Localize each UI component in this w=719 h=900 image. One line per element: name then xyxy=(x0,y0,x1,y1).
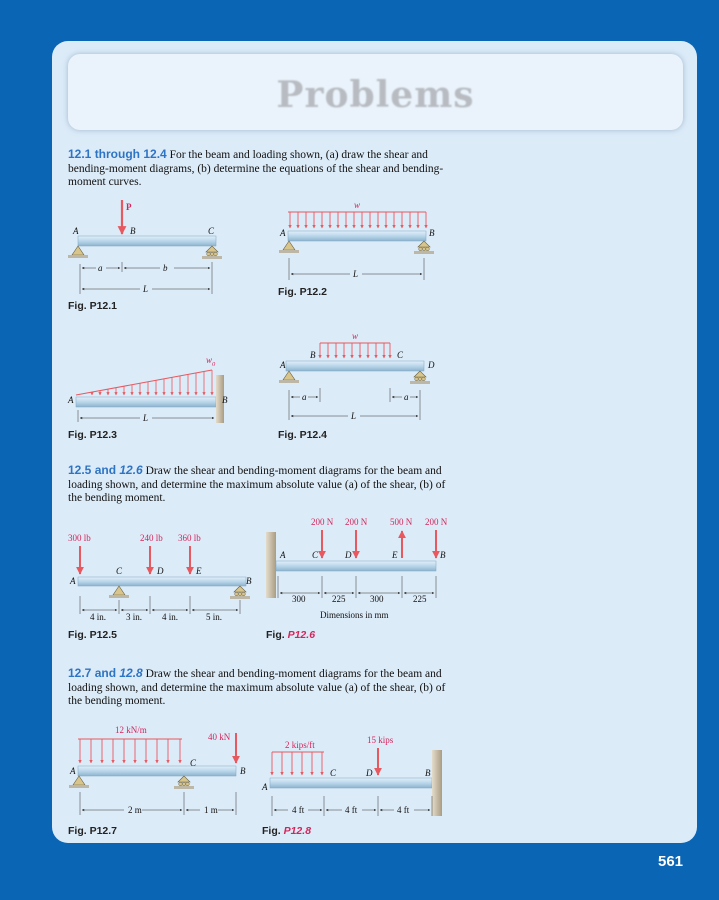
svg-text:3 in.: 3 in. xyxy=(126,612,143,622)
roller-support xyxy=(414,241,434,254)
svg-text:D: D xyxy=(366,768,373,778)
svg-text:225: 225 xyxy=(413,594,427,604)
svg-text:300 lb: 300 lb xyxy=(68,533,91,543)
svg-text:0: 0 xyxy=(212,361,216,368)
section-title: Problems xyxy=(276,74,475,116)
problem-text: Draw the shear and bending-moment diagrams for the beam and loading shown, and determine the maximum absolute value (a) of the shear, (b) of the bending moment. xyxy=(68,465,446,504)
svg-text:E: E xyxy=(196,566,202,576)
svg-text:B: B xyxy=(310,350,316,360)
svg-text:B: B xyxy=(130,226,136,236)
svg-text:w: w xyxy=(352,331,359,341)
svg-text:b: b xyxy=(163,263,168,273)
svg-text:4 in.: 4 in. xyxy=(162,612,179,622)
svg-text:a: a xyxy=(302,392,307,402)
svg-text:500 N: 500 N xyxy=(390,517,413,527)
svg-text:200 N: 200 N xyxy=(311,517,334,527)
caption-p12-3: Fig. P12.3 xyxy=(68,429,118,441)
svg-text:A: A xyxy=(280,228,286,238)
fixed-wall xyxy=(432,750,442,816)
svg-text:B: B xyxy=(429,228,435,238)
svg-text:300: 300 xyxy=(292,594,306,604)
svg-text:15 kips: 15 kips xyxy=(367,735,394,745)
svg-text:Dimensions in mm: Dimensions in mm xyxy=(320,610,389,620)
caption-p12-7: Fig. P12.7 xyxy=(68,825,118,837)
roller-support xyxy=(202,246,222,259)
svg-text:B: B xyxy=(240,766,246,776)
svg-text:240 lb: 240 lb xyxy=(140,533,163,543)
pin-support xyxy=(279,241,299,253)
svg-text:L: L xyxy=(143,413,149,423)
svg-text:A: A xyxy=(70,766,76,776)
svg-text:C: C xyxy=(116,566,123,576)
fig-p12-4 xyxy=(279,331,435,421)
roller-support xyxy=(410,371,430,384)
caption-p12-4: Fig. P12.4 xyxy=(278,429,328,441)
svg-text:40 kN: 40 kN xyxy=(208,732,231,742)
svg-text:C: C xyxy=(397,350,404,360)
problem-number: 12.1 through 12.4 xyxy=(68,147,167,161)
svg-text:B: B xyxy=(425,768,431,778)
svg-text:4 ft: 4 ft xyxy=(345,805,358,815)
svg-text:L: L xyxy=(351,411,357,421)
svg-text:300: 300 xyxy=(370,594,384,604)
load-label: P xyxy=(126,202,132,212)
svg-text:a: a xyxy=(98,263,103,273)
svg-text:225: 225 xyxy=(332,594,346,604)
svg-text:A: A xyxy=(73,226,79,236)
pin-support xyxy=(69,776,89,788)
svg-text:200 N: 200 N xyxy=(345,517,368,527)
svg-text:A: A xyxy=(68,395,74,405)
svg-text:A: A xyxy=(262,782,268,792)
beam xyxy=(78,766,236,776)
svg-text:D: D xyxy=(345,550,352,560)
problem-text: For the beam and loading shown, (a) draw the shear and bending-moment diagrams, (b) determine the equations of the shear and bending-moment curves. xyxy=(68,149,444,188)
problem-text: Draw the shear and bending-moment diagrams for the beam and loading shown, and determine the maximum absolute value (a) of the shear, (b) of the bending moment. xyxy=(68,668,446,707)
fig-p12-3 xyxy=(67,355,228,423)
caption-p12-5: Fig. P12.5 xyxy=(68,629,118,641)
svg-text:D: D xyxy=(157,566,164,576)
roller-support xyxy=(230,586,250,599)
fixed-wall xyxy=(266,532,276,598)
svg-text:a: a xyxy=(404,392,409,402)
svg-text:2 kips/ft: 2 kips/ft xyxy=(285,740,315,750)
svg-text:B: B xyxy=(246,576,252,586)
svg-text:4 in.: 4 in. xyxy=(90,612,107,622)
svg-text:2 m: 2 m xyxy=(128,805,142,815)
svg-text:4 ft: 4 ft xyxy=(397,805,410,815)
problem-number: 12.7 and 12.8 xyxy=(68,666,143,680)
fig-p12-5 xyxy=(68,533,252,622)
beam xyxy=(78,577,246,586)
fig-p12-8 xyxy=(261,735,442,816)
svg-text:4 ft: 4 ft xyxy=(292,805,305,815)
caption-p12-6: Fig. P12.6 xyxy=(266,629,316,641)
caption-p12-8: Fig. P12.8 xyxy=(262,825,312,837)
svg-text:A: A xyxy=(280,550,286,560)
caption-p12-2: Fig. P12.2 xyxy=(278,286,328,298)
beam xyxy=(288,231,426,241)
svg-text:w: w xyxy=(354,200,361,210)
pin-support xyxy=(109,586,129,598)
caption-p12-1: Fig. P12.1 xyxy=(68,300,118,312)
fig-p12-7 xyxy=(69,725,246,815)
svg-text:5 in.: 5 in. xyxy=(206,612,223,622)
svg-text:C: C xyxy=(312,550,319,560)
pin-support xyxy=(279,371,299,383)
svg-text:360 lb: 360 lb xyxy=(178,533,201,543)
svg-text:12 kN/m: 12 kN/m xyxy=(115,725,147,735)
svg-text:1 m: 1 m xyxy=(204,805,218,815)
svg-text:B: B xyxy=(222,395,228,405)
fig-p12-6 xyxy=(266,517,448,620)
svg-text:C: C xyxy=(190,758,197,768)
beam xyxy=(286,361,424,371)
problem-number: 12.5 and 12.6 xyxy=(68,463,143,477)
page-number: 561 xyxy=(658,853,684,870)
pin-support xyxy=(68,246,88,258)
svg-text:A: A xyxy=(280,360,286,370)
svg-text:C: C xyxy=(330,768,337,778)
svg-text:D: D xyxy=(428,360,435,370)
beam xyxy=(270,778,432,788)
svg-text:C: C xyxy=(208,226,215,236)
fig-p12-1 xyxy=(68,200,222,294)
svg-text:E: E xyxy=(392,550,398,560)
svg-text:B: B xyxy=(440,550,446,560)
roller-support xyxy=(174,776,194,789)
fig-p12-2 xyxy=(279,200,435,280)
beam xyxy=(78,236,216,246)
svg-text:L: L xyxy=(143,284,149,294)
beam xyxy=(76,397,216,407)
beam xyxy=(276,561,436,571)
svg-text:w: w xyxy=(206,355,213,365)
svg-text:A: A xyxy=(70,576,76,586)
svg-text:L: L xyxy=(353,269,359,279)
svg-text:200 N: 200 N xyxy=(425,517,448,527)
